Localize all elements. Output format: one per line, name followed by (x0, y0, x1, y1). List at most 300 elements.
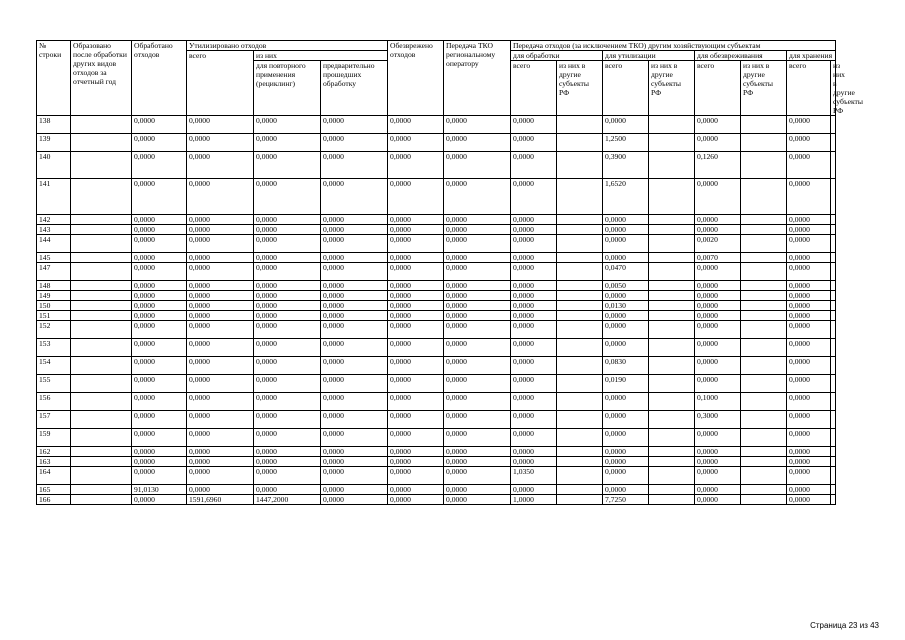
table-cell (831, 263, 836, 281)
table-cell: 0,0000 (187, 253, 254, 263)
table-cell (831, 311, 836, 321)
table-cell: 0,0000 (603, 116, 649, 134)
table-cell: 0,1000 (695, 393, 741, 411)
table-cell: 0,0000 (132, 253, 187, 263)
row-number-cell: 147 (37, 263, 71, 281)
table-row (37, 457, 836, 467)
table-cell (557, 235, 603, 253)
table-cell (649, 339, 695, 357)
table-cell: 0,0000 (254, 357, 321, 375)
table-cell: 0,0000 (254, 225, 321, 235)
table-cell (557, 447, 603, 457)
table-cell: 0,0000 (511, 311, 557, 321)
row-number-cell: 157 (37, 411, 71, 429)
table-cell: 0,0000 (132, 301, 187, 311)
table-cell (741, 301, 787, 311)
table-cell: 1591,6960 (187, 495, 254, 505)
table-cell (741, 235, 787, 253)
table-cell (71, 321, 132, 339)
row-number-cell: 165 (37, 485, 71, 495)
table-cell: 0,0000 (132, 215, 187, 225)
table-cell: 0,0000 (132, 291, 187, 301)
table-cell (649, 485, 695, 495)
table-cell: 0,0000 (132, 339, 187, 357)
table-cell: 0,0000 (132, 321, 187, 339)
table-cell (741, 447, 787, 457)
table-cell (741, 311, 787, 321)
col-utilized: Утилизировано отходов (187, 41, 388, 51)
table-cell: 0,0000 (254, 152, 321, 179)
table-cell: 0,0000 (603, 339, 649, 357)
table-cell (741, 225, 787, 235)
table-cell: 0,0000 (444, 281, 511, 291)
table-cell (649, 311, 695, 321)
page-of: из (859, 621, 868, 630)
col-formed: Образовано после обработки других видов отходов за отчетный год (71, 41, 132, 116)
table-cell: 0,0000 (132, 411, 187, 429)
table-cell: 0,0000 (187, 215, 254, 225)
table-cell: 0,0000 (321, 357, 388, 375)
table-cell: 0,0000 (787, 447, 831, 457)
table-cell (557, 339, 603, 357)
table-cell (557, 467, 603, 485)
col-processing-total: всего (511, 61, 557, 116)
table-cell: 0,0000 (603, 447, 649, 457)
col-t-utilization: для утилизации (603, 51, 695, 61)
table-cell (649, 281, 695, 291)
table-cell: 0,0000 (787, 134, 831, 152)
table-cell: 0,0000 (444, 225, 511, 235)
table-row (37, 321, 836, 339)
table-cell: 0,0000 (187, 411, 254, 429)
table-header (37, 41, 863, 116)
table-cell: 0,0000 (511, 321, 557, 339)
table-cell (557, 321, 603, 339)
table-cell (649, 467, 695, 485)
table-cell (649, 457, 695, 467)
table-cell (71, 281, 132, 291)
table-cell: 0,0000 (388, 457, 444, 467)
table-cell: 0,0000 (132, 467, 187, 485)
table-cell: 0,0000 (511, 393, 557, 411)
table-row (37, 429, 836, 447)
table-cell (71, 467, 132, 485)
table-row (37, 375, 836, 393)
table-cell (831, 339, 836, 357)
row-number-cell: 155 (37, 375, 71, 393)
table-cell: 1,0350 (511, 467, 557, 485)
table-cell: 0,0000 (787, 281, 831, 291)
table-cell: 0,0000 (695, 375, 741, 393)
table-cell: 0,0000 (187, 301, 254, 311)
table-cell (649, 429, 695, 447)
table-cell: 0,0070 (695, 253, 741, 263)
table-cell (71, 375, 132, 393)
table-cell: 0,0000 (511, 225, 557, 235)
table-row (37, 281, 836, 291)
table-cell: 0,0000 (254, 375, 321, 393)
table-cell: 0,0000 (787, 301, 831, 311)
table-cell (831, 215, 836, 225)
table-cell: 0,0000 (187, 235, 254, 253)
table-cell: 0,0000 (695, 447, 741, 457)
row-number-cell: 154 (37, 357, 71, 375)
table-cell: 0,0000 (444, 152, 511, 179)
table-cell: 0,0000 (444, 457, 511, 467)
table-cell (649, 375, 695, 393)
table-cell: 0,0000 (187, 311, 254, 321)
table-cell: 0,0000 (321, 152, 388, 179)
table-cell: 0,0000 (321, 263, 388, 281)
table-cell: 0,0000 (787, 429, 831, 447)
table-cell: 0,0000 (254, 116, 321, 134)
page-label: Страница (810, 621, 847, 630)
col-storage-rf: из них в другие субъекты РФ (831, 61, 836, 116)
table-cell: 0,0000 (388, 357, 444, 375)
col-t-processing: для обработки (511, 51, 603, 61)
table-cell: 0,0000 (321, 457, 388, 467)
table-cell: 0,0000 (511, 235, 557, 253)
table-cell: 0,0000 (187, 291, 254, 301)
table-cell: 0,0000 (511, 457, 557, 467)
table-cell (557, 281, 603, 291)
table-cell: 0,0000 (321, 339, 388, 357)
table-cell: 0,0830 (603, 357, 649, 375)
table-cell (831, 134, 836, 152)
table-cell: 0,0000 (187, 393, 254, 411)
table-cell: 0,0000 (787, 116, 831, 134)
col-neutralized: Обезврежено отходов (388, 41, 444, 116)
table-cell (71, 447, 132, 457)
table-row (37, 447, 836, 457)
table-cell: 0,0000 (787, 253, 831, 263)
table-cell (557, 225, 603, 235)
row-number-cell: 140 (37, 152, 71, 179)
table-cell (649, 393, 695, 411)
table-cell: 0,0000 (388, 321, 444, 339)
table-cell (71, 457, 132, 467)
col-transfer: Передача отходов (за исключением ТКО) другим хозяйствующим субъектам (511, 41, 836, 51)
table-cell: 0,0000 (388, 225, 444, 235)
table-cell: 0,0000 (444, 467, 511, 485)
table-cell: 0,0000 (511, 134, 557, 152)
table-cell: 0,3000 (695, 411, 741, 429)
page-total: 43 (870, 621, 879, 630)
table-cell: 0,0000 (787, 495, 831, 505)
table-cell: 0,0000 (187, 225, 254, 235)
table-cell: 0,0000 (132, 357, 187, 375)
table-row (37, 301, 836, 311)
table-cell: 0,0000 (444, 495, 511, 505)
table-cell: 0,0000 (388, 375, 444, 393)
table-cell: 0,0000 (388, 263, 444, 281)
table-cell: 0,0000 (254, 411, 321, 429)
table-cell: 0,0000 (321, 235, 388, 253)
table-cell (831, 485, 836, 495)
table-cell (557, 291, 603, 301)
page-number: 23 (848, 621, 858, 630)
table-cell (741, 253, 787, 263)
table-cell: 0,0000 (787, 393, 831, 411)
table-cell: 0,0000 (187, 116, 254, 134)
table-cell: 0,0000 (187, 467, 254, 485)
table-cell: 0,0000 (388, 467, 444, 485)
table-cell: 0,1260 (695, 152, 741, 179)
waste-data-table (36, 40, 863, 505)
row-number-cell: 163 (37, 457, 71, 467)
table-cell: 0,0000 (695, 215, 741, 225)
table-cell: 0,0000 (254, 215, 321, 225)
table-cell: 0,0000 (388, 134, 444, 152)
table-cell: 0,0000 (511, 116, 557, 134)
table-cell: 0,0000 (187, 321, 254, 339)
table-cell: 0,0000 (444, 339, 511, 357)
table-cell: 0,0000 (321, 485, 388, 495)
table-cell: 0,0000 (603, 457, 649, 467)
table-cell: 0,0000 (511, 253, 557, 263)
table-cell: 0,0000 (187, 134, 254, 152)
table-cell (557, 393, 603, 411)
table-cell: 0,0000 (444, 411, 511, 429)
table-cell: 0,0000 (132, 429, 187, 447)
col-processed: Обработано отходов (132, 41, 187, 116)
table-cell: 0,0000 (511, 281, 557, 291)
table-cell: 0,0000 (187, 179, 254, 215)
table-cell: 0,0000 (787, 357, 831, 375)
table-cell (649, 495, 695, 505)
table-cell: 0,0000 (254, 429, 321, 447)
table-cell: 0,0000 (254, 179, 321, 215)
table-cell: 0,0000 (444, 179, 511, 215)
table-cell: 0,0000 (695, 134, 741, 152)
table-cell: 0,0000 (695, 281, 741, 291)
table-cell: 0,0000 (254, 253, 321, 263)
table-cell: 0,0000 (132, 495, 187, 505)
table-row (37, 291, 836, 301)
table-cell: 0,0000 (444, 447, 511, 457)
table-cell (741, 116, 787, 134)
table-cell (831, 281, 836, 291)
table-row (37, 411, 836, 429)
table-cell: 0,0000 (132, 311, 187, 321)
table-row (37, 225, 836, 235)
table-cell (71, 134, 132, 152)
table-cell: 91,0130 (132, 485, 187, 495)
table-cell (71, 301, 132, 311)
table-cell (741, 281, 787, 291)
table-cell (741, 357, 787, 375)
table-cell: 0,0000 (187, 263, 254, 281)
table-cell: 1,2500 (603, 134, 649, 152)
table-cell (831, 393, 836, 411)
table-cell (649, 447, 695, 457)
table-cell: 0,0000 (603, 235, 649, 253)
col-t-neutralization: для обезвреживания (695, 51, 787, 61)
table-cell: 0,0000 (321, 134, 388, 152)
table-cell: 0,0000 (321, 291, 388, 301)
table-cell: 0,0000 (187, 429, 254, 447)
table-cell (71, 225, 132, 235)
table-row (37, 263, 836, 281)
table-cell: 0,0000 (695, 263, 741, 281)
table-cell (831, 152, 836, 179)
table-cell: 0,0000 (444, 215, 511, 225)
table-cell: 0,0000 (321, 215, 388, 225)
table-cell (557, 152, 603, 179)
col-util-of-them: из них (254, 51, 388, 61)
table-cell: 0,0000 (132, 116, 187, 134)
table-cell (741, 152, 787, 179)
table-cell: 0,0000 (511, 485, 557, 495)
col-processing-rf: из них в другие субъекты РФ (557, 61, 603, 116)
table-cell: 0,0000 (254, 467, 321, 485)
table-cell: 0,0000 (321, 467, 388, 485)
table-cell (649, 134, 695, 152)
table-cell: 0,3900 (603, 152, 649, 179)
table-cell: 0,0000 (187, 339, 254, 357)
table-cell (71, 393, 132, 411)
table-cell (831, 457, 836, 467)
table-cell: 0,0000 (511, 429, 557, 447)
table-cell (741, 179, 787, 215)
table-cell: 0,0000 (444, 134, 511, 152)
table-cell: 0,0000 (444, 235, 511, 253)
table-cell: 0,0000 (695, 357, 741, 375)
table-cell: 0,0000 (388, 291, 444, 301)
table-cell: 0,0000 (388, 411, 444, 429)
table-cell: 0,0000 (187, 375, 254, 393)
table-cell: 0,0000 (321, 495, 388, 505)
table-cell: 0,0000 (787, 291, 831, 301)
row-number-cell: 144 (37, 235, 71, 253)
table-cell: 0,0000 (603, 291, 649, 301)
table-cell: 0,0000 (444, 116, 511, 134)
table-cell (831, 225, 836, 235)
table-cell (71, 215, 132, 225)
table-cell: 0,0000 (603, 467, 649, 485)
table-cell (741, 495, 787, 505)
table-cell (741, 263, 787, 281)
table-cell: 0,0000 (388, 253, 444, 263)
table-cell: 0,0000 (695, 495, 741, 505)
table-cell (649, 291, 695, 301)
table-row (37, 339, 836, 357)
table-cell: 0,0000 (787, 339, 831, 357)
table-cell: 0,0000 (132, 225, 187, 235)
table-cell: 0,0000 (787, 485, 831, 495)
table-cell: 0,0000 (388, 447, 444, 457)
table-cell: 0,0000 (254, 457, 321, 467)
table-row (37, 467, 836, 485)
table-cell: 0,0000 (603, 225, 649, 235)
table-cell (557, 179, 603, 215)
table-cell: 0,0000 (511, 291, 557, 301)
table-cell: 0,0000 (695, 457, 741, 467)
table-body (37, 116, 836, 505)
table-row (37, 393, 836, 411)
table-cell: 0,0000 (787, 179, 831, 215)
row-number-cell: 142 (37, 215, 71, 225)
table-cell: 0,0000 (388, 393, 444, 411)
table-cell: 0,0000 (254, 281, 321, 291)
col-storage-total: всего (787, 61, 831, 116)
table-cell: 0,0470 (603, 263, 649, 281)
table-cell: 0,0000 (511, 411, 557, 429)
table-cell (831, 447, 836, 457)
row-number-cell: 164 (37, 467, 71, 485)
table-cell (741, 375, 787, 393)
table-cell: 0,0000 (254, 235, 321, 253)
table-row (37, 311, 836, 321)
row-number-cell: 138 (37, 116, 71, 134)
table-cell: 0,0000 (603, 253, 649, 263)
row-number-cell: 162 (37, 447, 71, 457)
table-cell (557, 253, 603, 263)
table-row (37, 116, 836, 134)
table-cell: 0,0000 (388, 429, 444, 447)
table-cell (741, 291, 787, 301)
table-cell (557, 357, 603, 375)
table-cell: 0,0000 (321, 321, 388, 339)
row-number-cell: 156 (37, 393, 71, 411)
table-cell: 0,0000 (388, 281, 444, 291)
table-cell: 0,0190 (603, 375, 649, 393)
table-cell (71, 235, 132, 253)
table-cell: 0,0000 (787, 411, 831, 429)
table-cell: 0,0000 (187, 485, 254, 495)
table-cell (831, 375, 836, 393)
table-cell: 0,0000 (511, 339, 557, 357)
table-cell: 0,0000 (132, 134, 187, 152)
table-cell (831, 235, 836, 253)
table-cell (71, 411, 132, 429)
table-cell: 0,0000 (695, 429, 741, 447)
table-cell (831, 495, 836, 505)
table-cell: 0,0000 (388, 495, 444, 505)
table-cell (557, 116, 603, 134)
table-cell (741, 339, 787, 357)
table-cell (831, 321, 836, 339)
table-cell: 0,0000 (444, 263, 511, 281)
table-cell: 0,0000 (254, 485, 321, 495)
table-cell: 0,0000 (787, 457, 831, 467)
table-cell (557, 375, 603, 393)
table-cell (831, 301, 836, 311)
table-cell: 0,0130 (603, 301, 649, 311)
table-cell: 1,0000 (511, 495, 557, 505)
table-cell (831, 291, 836, 301)
table-cell: 0,0050 (603, 281, 649, 291)
table-cell: 0,0000 (132, 179, 187, 215)
table-cell (649, 225, 695, 235)
table-cell: 0,0000 (254, 263, 321, 281)
table-cell: 0,0000 (603, 429, 649, 447)
col-util-reuse: для повторного применения (рециклинг) (254, 61, 321, 116)
table-cell: 0,0000 (603, 485, 649, 495)
col-utilization-rf: из них в другие субъекты РФ (649, 61, 695, 116)
table-cell: 0,0000 (444, 321, 511, 339)
table-cell: 0,0000 (321, 411, 388, 429)
table-cell (649, 411, 695, 429)
table-cell: 0,0000 (444, 253, 511, 263)
table-cell: 0,0000 (695, 485, 741, 495)
table-cell: 0,0000 (321, 179, 388, 215)
table-cell: 0,0000 (511, 447, 557, 457)
table-cell: 0,0000 (444, 291, 511, 301)
table-cell: 0,0000 (388, 152, 444, 179)
table-cell (71, 179, 132, 215)
table-cell: 0,0000 (388, 339, 444, 357)
